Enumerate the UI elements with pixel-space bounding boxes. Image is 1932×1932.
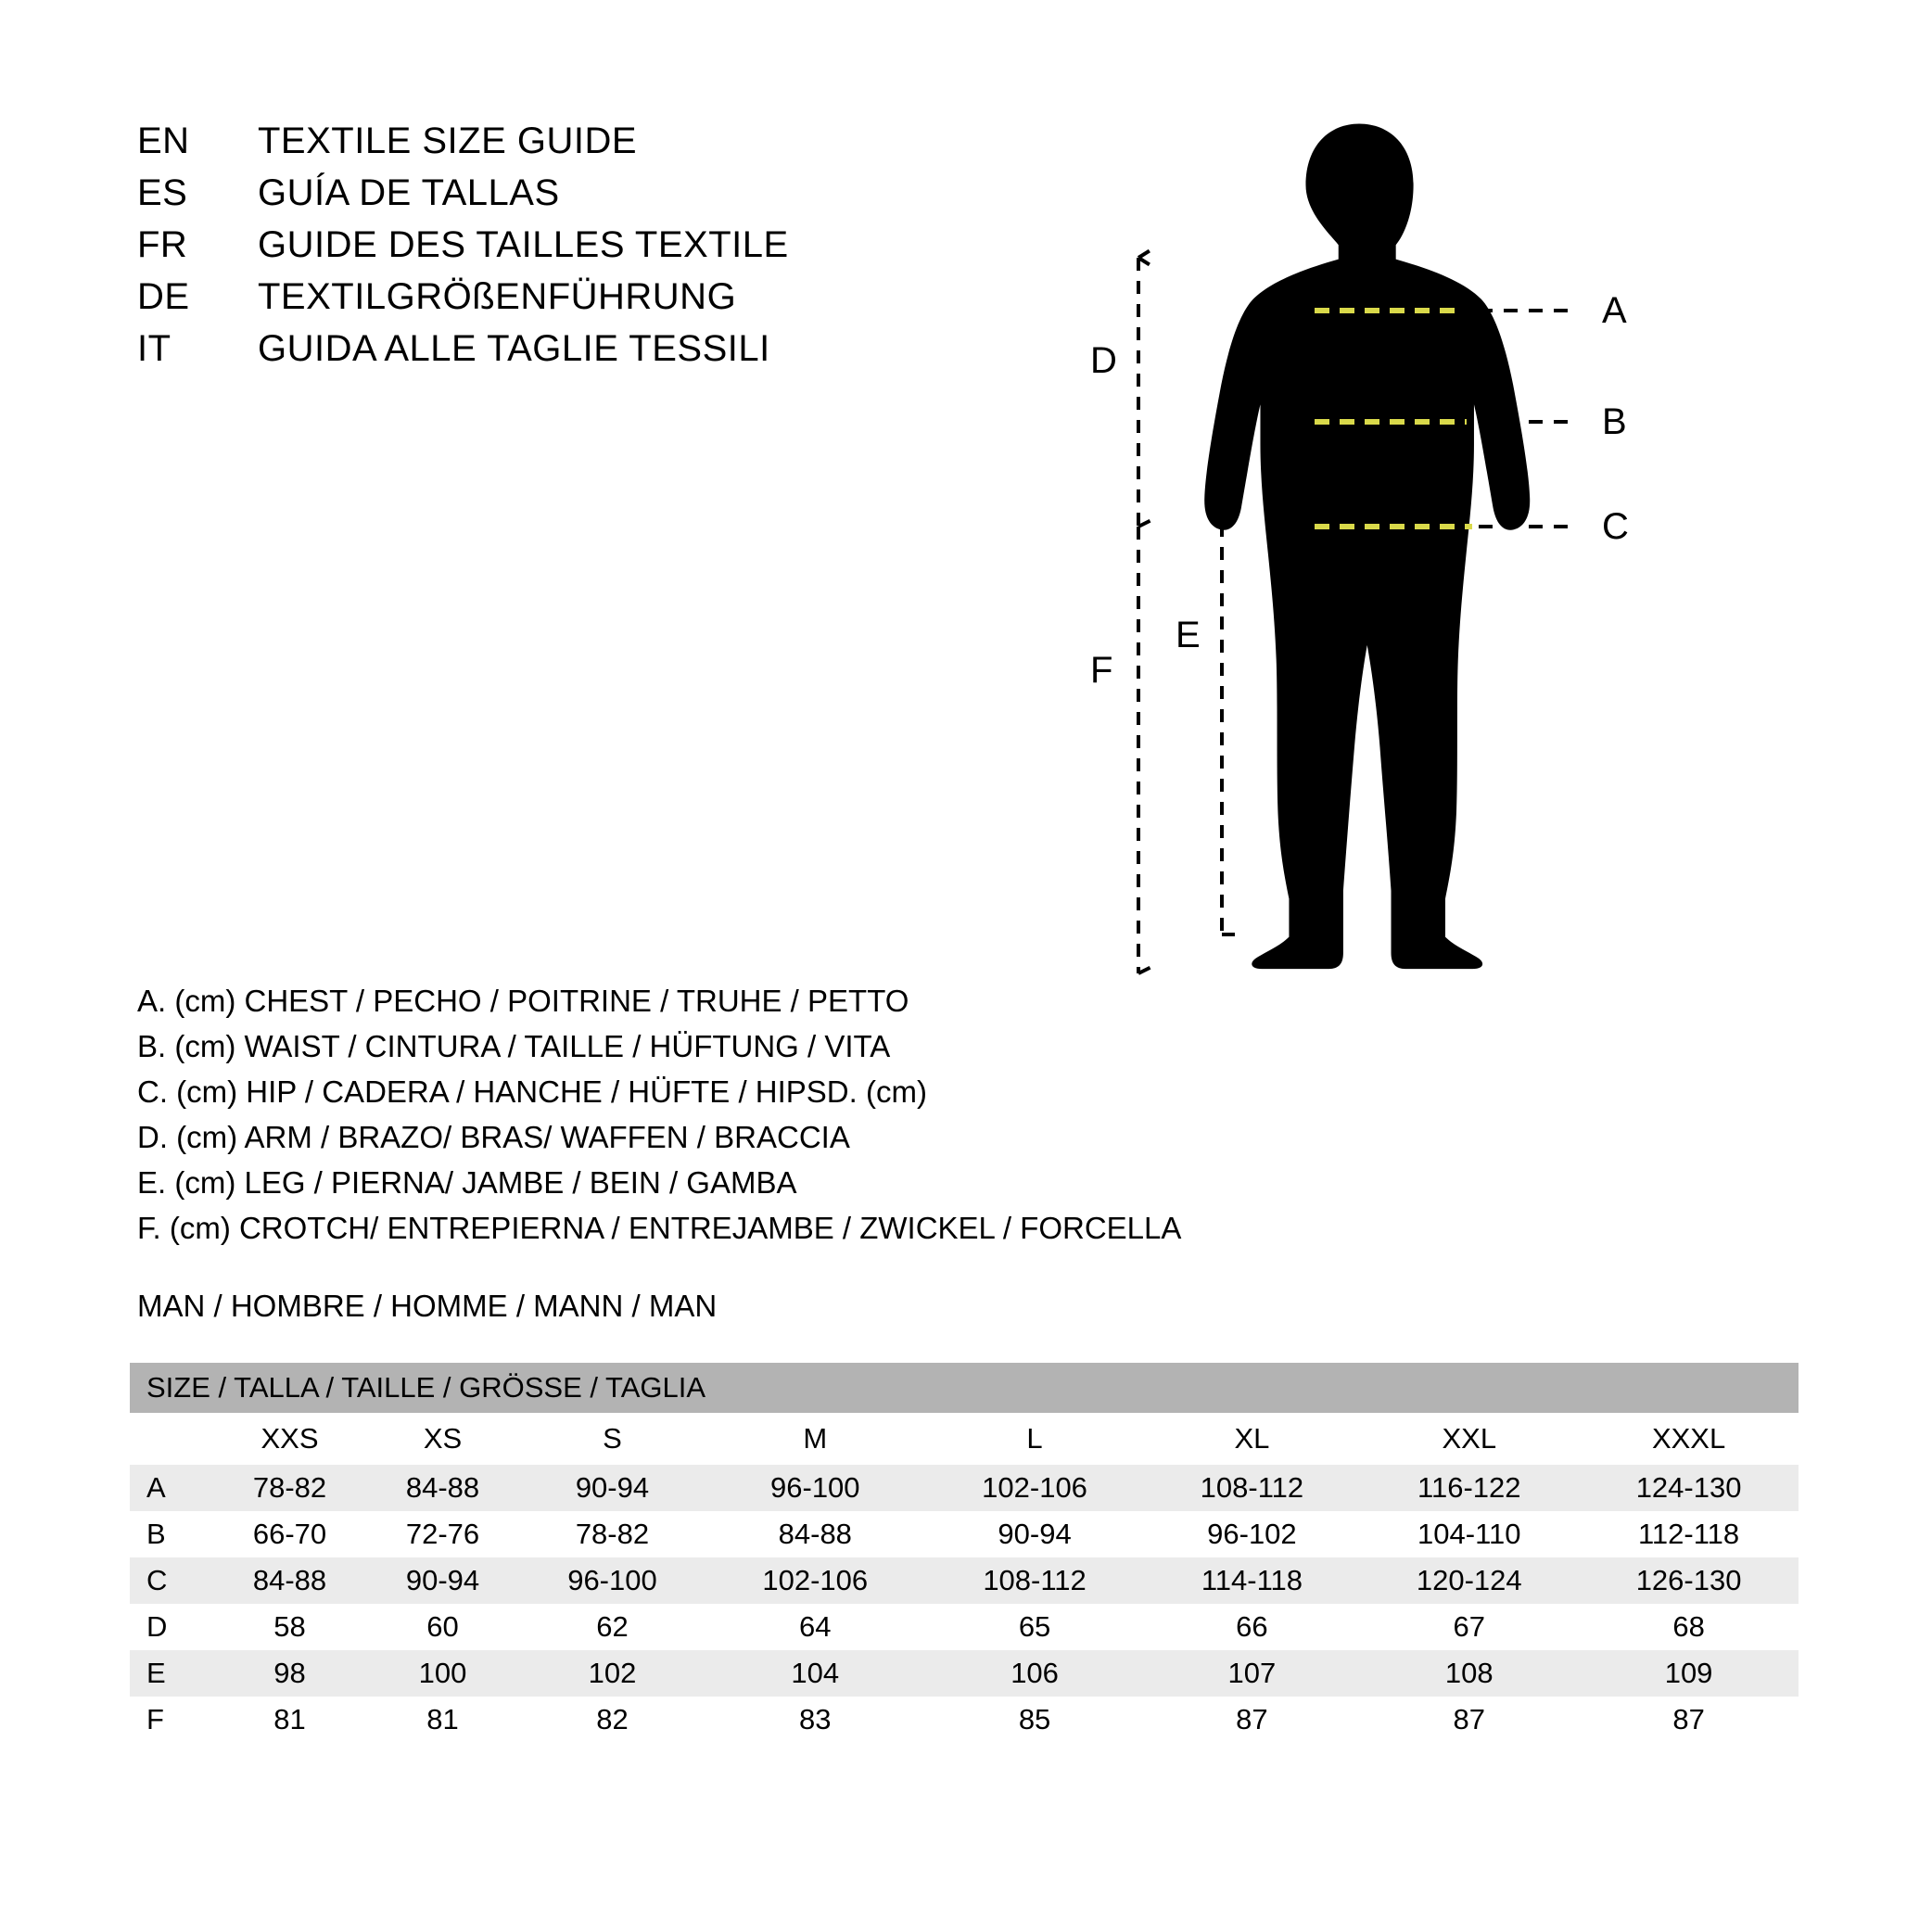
size-header-xxs: XXS bbox=[213, 1413, 366, 1465]
cell: 84-88 bbox=[705, 1511, 925, 1557]
cell: 114-118 bbox=[1144, 1557, 1359, 1604]
language-row bbox=[137, 224, 789, 276]
language-title: TEXTILGRÖßENFÜHRUNG bbox=[258, 276, 737, 317]
callout-label-f: F bbox=[1090, 650, 1113, 691]
legend-item-e: E. (cm) LEG / PIERNA/ JAMBE / BEIN / GAMBA bbox=[137, 1165, 797, 1200]
size-chart-table bbox=[130, 1363, 1799, 1743]
cell: 106 bbox=[925, 1650, 1145, 1697]
cell: 90-94 bbox=[925, 1511, 1145, 1557]
cell: 84-88 bbox=[366, 1465, 519, 1511]
cell: 81 bbox=[213, 1697, 366, 1743]
cell: 64 bbox=[705, 1604, 925, 1650]
size-header-s: S bbox=[519, 1413, 705, 1465]
callout-label-b: B bbox=[1602, 401, 1627, 442]
language-row bbox=[137, 172, 789, 224]
size-header-m: M bbox=[705, 1413, 925, 1465]
size-header-xs: XS bbox=[366, 1413, 519, 1465]
cell: 100 bbox=[366, 1650, 519, 1697]
language-code: FR bbox=[137, 224, 188, 265]
size-header-xl: XL bbox=[1144, 1413, 1359, 1465]
cell: 126-130 bbox=[1579, 1557, 1799, 1604]
cell: 62 bbox=[519, 1604, 705, 1650]
legend-item-c: C. (cm) HIP / CADERA / HANCHE / HÜFTE / HIPSD. (cm) bbox=[137, 1074, 927, 1109]
cell: 102-106 bbox=[925, 1465, 1145, 1511]
arm-dimension-bracket bbox=[1138, 248, 1153, 527]
table-row bbox=[130, 1697, 1799, 1743]
cell: 87 bbox=[1359, 1697, 1579, 1743]
cell: 87 bbox=[1144, 1697, 1359, 1743]
cell: 104-110 bbox=[1359, 1511, 1579, 1557]
language-row bbox=[137, 276, 789, 328]
row-label-c: C bbox=[130, 1557, 213, 1604]
language-row bbox=[137, 121, 789, 172]
cell: 96-100 bbox=[705, 1465, 925, 1511]
cell: 90-94 bbox=[519, 1465, 705, 1511]
cell: 98 bbox=[213, 1650, 366, 1697]
legend-item-d: D. (cm) ARM / BRAZO/ BRAS/ WAFFEN / BRACCIA bbox=[137, 1120, 850, 1154]
cell: 108-112 bbox=[1144, 1465, 1359, 1511]
cell: 67 bbox=[1359, 1604, 1579, 1650]
cell: 85 bbox=[925, 1697, 1145, 1743]
legend-item-b: B. (cm) WAIST / CINTURA / TAILLE / HÜFTUNG / VITA bbox=[137, 1029, 891, 1063]
size-header-xxl: XXL bbox=[1359, 1413, 1579, 1465]
crotch-dimension-bracket bbox=[1138, 527, 1153, 973]
cell: 120-124 bbox=[1359, 1557, 1579, 1604]
cell: 102-106 bbox=[705, 1557, 925, 1604]
cell: 102 bbox=[519, 1650, 705, 1697]
cell: 82 bbox=[519, 1697, 705, 1743]
cell: 58 bbox=[213, 1604, 366, 1650]
language-title: TEXTILE SIZE GUIDE bbox=[258, 121, 638, 161]
cell: 81 bbox=[366, 1697, 519, 1743]
callout-label-e: E bbox=[1176, 615, 1201, 655]
language-title-block bbox=[137, 121, 789, 380]
callout-label-c: C bbox=[1602, 506, 1629, 547]
table-row bbox=[130, 1511, 1799, 1557]
row-label-f: F bbox=[130, 1697, 213, 1743]
cell: 66 bbox=[1144, 1604, 1359, 1650]
gender-label: MAN / HOMBRE / HOMME / MANN / MAN bbox=[137, 1289, 718, 1323]
cell: 116-122 bbox=[1359, 1465, 1579, 1511]
row-label-b: B bbox=[130, 1511, 213, 1557]
callout-label-d: D bbox=[1090, 340, 1117, 381]
size-header-l: L bbox=[925, 1413, 1145, 1465]
language-title: GUÍA DE TALLAS bbox=[258, 172, 560, 213]
cell: 68 bbox=[1579, 1604, 1799, 1650]
man-silhouette-icon bbox=[1204, 123, 1530, 969]
table-row bbox=[130, 1557, 1799, 1604]
cell: 108 bbox=[1359, 1650, 1579, 1697]
cell: 87 bbox=[1579, 1697, 1799, 1743]
cell: 90-94 bbox=[366, 1557, 519, 1604]
cell: 78-82 bbox=[519, 1511, 705, 1557]
language-title: GUIDE DES TAILLES TEXTILE bbox=[258, 224, 789, 265]
cell: 65 bbox=[925, 1604, 1145, 1650]
table-row bbox=[130, 1604, 1799, 1650]
cell: 112-118 bbox=[1579, 1511, 1799, 1557]
language-code: IT bbox=[137, 328, 172, 369]
legend-item-f: F. (cm) CROTCH/ ENTREPIERNA / ENTREJAMBE / ZWICKEL / FORCELLA bbox=[137, 1211, 1182, 1245]
table-band-title: SIZE / TALLA / TAILLE / GRÖSSE / TAGLIA bbox=[130, 1363, 1799, 1413]
cell: 66-70 bbox=[213, 1511, 366, 1557]
body-measurement-figure bbox=[1020, 83, 1854, 1224]
cell: 72-76 bbox=[366, 1511, 519, 1557]
cell: 84-88 bbox=[213, 1557, 366, 1604]
language-row bbox=[137, 328, 789, 380]
row-label-a: A bbox=[130, 1465, 213, 1511]
cell: 109 bbox=[1579, 1650, 1799, 1697]
language-code: ES bbox=[137, 172, 188, 213]
table-row bbox=[130, 1650, 1799, 1697]
cell: 104 bbox=[705, 1650, 925, 1697]
cell: 96-100 bbox=[519, 1557, 705, 1604]
cell: 78-82 bbox=[213, 1465, 366, 1511]
language-title: GUIDA ALLE TAGLIE TESSILI bbox=[258, 328, 770, 369]
row-label-empty bbox=[130, 1413, 213, 1465]
row-label-e: E bbox=[130, 1650, 213, 1697]
cell: 83 bbox=[705, 1697, 925, 1743]
language-code: DE bbox=[137, 276, 190, 317]
callout-label-a: A bbox=[1602, 290, 1627, 331]
language-code: EN bbox=[137, 121, 190, 161]
table-row bbox=[130, 1465, 1799, 1511]
size-header-xxxl: XXXL bbox=[1579, 1413, 1799, 1465]
cell: 60 bbox=[366, 1604, 519, 1650]
cell: 108-112 bbox=[925, 1557, 1145, 1604]
table-header-row bbox=[130, 1413, 1799, 1465]
cell: 96-102 bbox=[1144, 1511, 1359, 1557]
legend-item-a: A. (cm) CHEST / PECHO / POITRINE / TRUHE / PETTO bbox=[137, 984, 909, 1018]
row-label-d: D bbox=[130, 1604, 213, 1650]
cell: 107 bbox=[1144, 1650, 1359, 1697]
table-band-header bbox=[130, 1363, 1799, 1413]
cell: 124-130 bbox=[1579, 1465, 1799, 1511]
